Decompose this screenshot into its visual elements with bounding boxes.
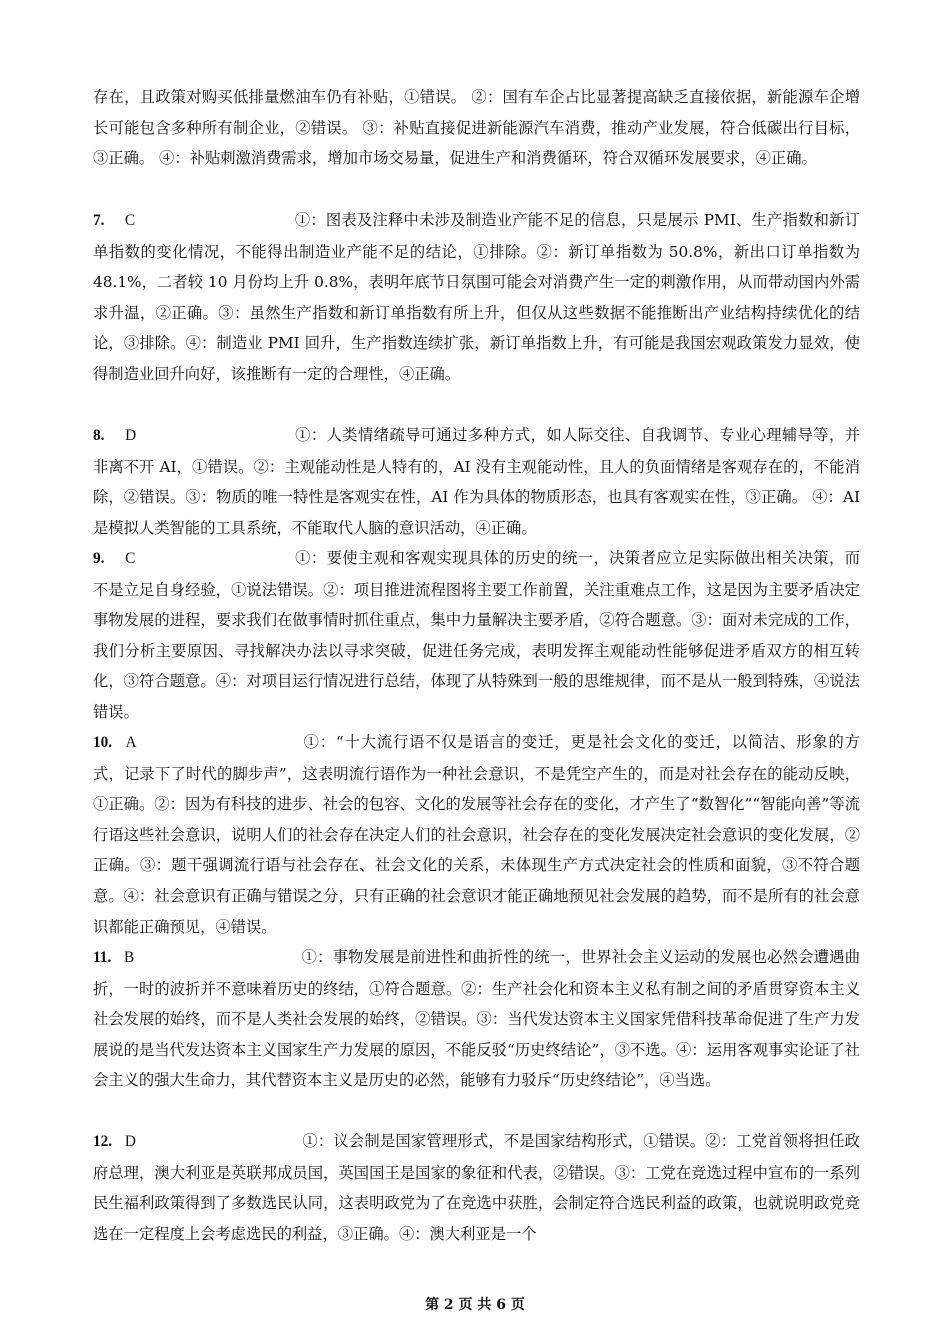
answer-item-9 bbox=[93, 543, 860, 728]
item-answer: C bbox=[124, 212, 136, 229]
item-explanation: ①：事物发展是前进性和曲折性的统一，世界社会主义运动的发展也必然会遭遇曲折，一时的波折并不意味着历史的终结，①符合题意。②：生产社会化和资本主义私有制之间的矛盾贯穿资本主义社会发展的始终，而不是人类社会发展的始终，②错误。③：当代发达资本主义国家凭借科技革命促进了生产力发展说的是当代发达资本主义国家生产力发展的原因，不能反驳“历史终结论”，③不选。④：运用客观事实论证了社会主义的强大生命力，其代替资本主义是历史的必然，能够有力驳斥“历史终结论”，④当选。 bbox=[93, 948, 860, 1090]
item-answer: A bbox=[125, 734, 137, 751]
item-number: 9. bbox=[93, 550, 105, 567]
page-footer: 第 2 页 共 6 页 bbox=[425, 1297, 525, 1313]
item-answer: C bbox=[125, 550, 136, 567]
item-number: 11. bbox=[93, 949, 112, 966]
answer-item-10 bbox=[93, 727, 860, 942]
item-explanation: ①：要使主观和客观实现具体的历史的统一，决策者应立足实际做出相关决策，而不是立足自身经验，①说法错误。②：项目推进流程图将主要工作前置，关注重难点工作，这是因为主要矛盾决定事物发展的进程，要求我们在做事情时抓住重点，集中力量解决主要矛盾，②符合题意。③：面对未完成的工作，我们分析主要原因、寻找解决办法以寻求突破，促进任务完成，表明发挥主观能动性能够促进矛盾双方的相互转化，③符合题意。④：对项目运行情况进行总结，体现了从特殊到一般的思维规律，而不是从一般到特殊，④说法错误。 bbox=[93, 549, 860, 721]
item-number: 12. bbox=[93, 1133, 113, 1150]
item-answer: D bbox=[124, 1133, 136, 1150]
answer-item-7 bbox=[93, 205, 860, 390]
item-answer: B bbox=[124, 949, 135, 966]
answer-item-11 bbox=[93, 942, 860, 1096]
item-explanation: ①：议会制是国家管理形式，不是国家结构形式，①错误。②：工党首领将担任政府总理，澳大利亚是英联邦成员国，英国国王是国家的象征和代表，②错误。③：工党在竞选过程中宣布的一系列民生福利政策得到了多数选民认同，这表明政党为了在竞选中获胜，会制定符合选民利益的政策，也就说明政党竞选在一定程度上会考虑选民的利益，③正确。④：澳大利亚是一个 bbox=[93, 1132, 860, 1243]
item-number: 10. bbox=[93, 734, 113, 751]
item-number: 8. bbox=[93, 427, 105, 444]
intro-paragraph: 存在，且政策对购买低排量燃油车仍有补贴，①错误。 ②：国有车企占比显著提高缺乏直接依据，新能源车企增长可能包含多种所有制企业，②错误。 ③：补贴直接促进新能源汽车消费，推动产业发展，符合低碳出行目标，③正确。 ④：补贴刺激消费需求，增加市场交易量，促进生产和消费循环，符合双循环发展要求，④正确。 bbox=[93, 88, 860, 168]
answer-item-8 bbox=[93, 420, 860, 543]
item-explanation: ①：图表及注释中未涉及制造业产能不足的信息，只是展示 PMI、生产指数和新订单指数的变化情况，不能得出制造业产能不足的结论，①排除。②：新订单指数为 50.8%，新出口订单指数为 48.1%，二者较 10 月份均上升 0.8%，表明年底节日氛围可能会对消费产生一定的刺激作用，从而带动国内外需求升温，②正确。③：虽然生产指数和新订单指数有所上升，但仅从这些数据不能推断出产业结构持续优化的结论，③排除。④：制造业 PMI 回升，生产指数连续扩张，新订单指数上升，有可能是我国宏观政策发力显效，使得制造业回升向好，该推断有一定的合理性，④正确。 bbox=[93, 211, 860, 383]
answer-item-12 bbox=[93, 1126, 860, 1249]
item-explanation: ①：“十大流行语不仅是语言的变迁，更是社会文化的变迁，以简洁、形象的方式，记录下了时代的脚步声”，这表明流行语作为一种社会意识，不是凭空产生的，而是对社会存在的能动反映，①正确。②：因为有科技的进步、社会的包容、文化的发展等社会存在的变化，才产生了“数智化”“智能向善”等流行语这些社会意识，说明人们的社会存在决定人们的社会意识，社会存在的变化发展决定社会意识的变化发展，②正确。③：题干强调流行语与社会存在、社会文化的关系，未体现生产方式决定社会的性质和面貌，③不符合题意。④：社会意识有正确与错误之分，只有正确的社会意识才能正确地预见社会发展的趋势，而不是所有的社会意识都能正确预见，④错误。 bbox=[93, 733, 860, 936]
item-number: 7. bbox=[93, 212, 105, 229]
item-explanation: ①：人类情绪疏导可通过多种方式，如人际交往、自我调节、专业心理辅导等，并非离不开 AI，①错误。②：主观能动性是人特有的，AI 没有主观能动性，且人的负面情绪是客观存在的，不能消除，②错误。③：物质的唯一特性是客观实在性，AI 作为具体的物质形态，也具有客观实在性，③正确。 ④：AI 是模拟人类智能的工具系统，不能取代人脑的意识活动，④正确。 bbox=[93, 426, 860, 537]
item-answer: D bbox=[125, 427, 137, 444]
